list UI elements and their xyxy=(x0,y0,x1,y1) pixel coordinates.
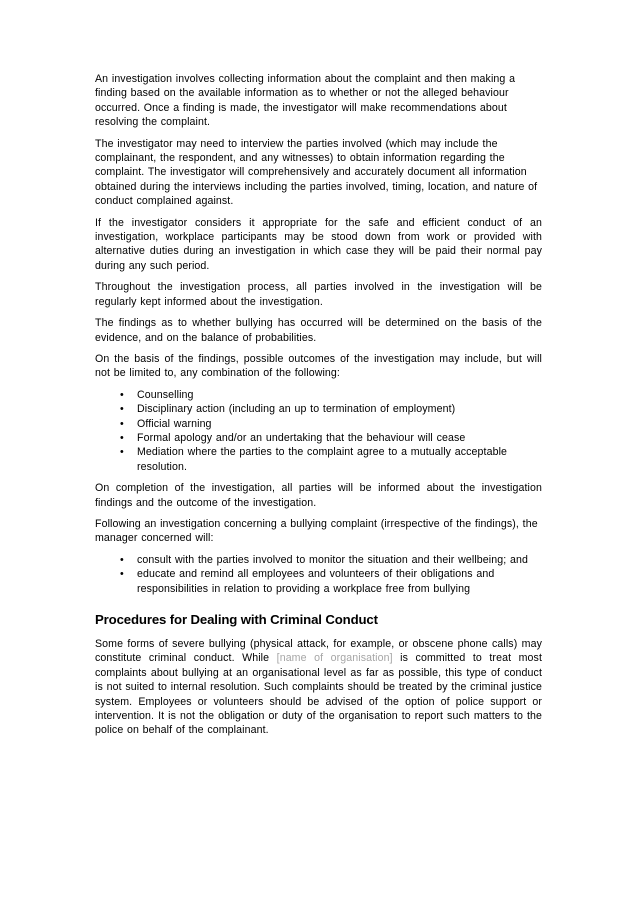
paragraph-possible-outcomes-intro: On the basis of the findings, possible outcomes of the investigation may include, but will not be limited to, any combination of the following: xyxy=(95,352,542,380)
list-item xyxy=(95,388,542,402)
bullet-icon: • xyxy=(120,553,124,566)
section-heading-criminal-conduct: Procedures for Dealing with Criminal Conduct xyxy=(95,612,378,627)
paragraph-interview-process: The investigator may need to interview the parties involved (which may include the complainant, the respondent, and any witnesses) to obtain information regarding the complaint. The investigator will comprehensively and accurately document all information obtained during the interviews including the parties involved, timing, location, and nature of conduct complained against. xyxy=(95,137,538,208)
list-item xyxy=(95,567,542,596)
paragraph-stand-down-provisions: If the investigator considers it appropriate for the safe and efficient conduct of an investigation, workplace participants may be stood down from work or provided with alternative duties during an investigation in which case they will be paid their normal pay during any such period. xyxy=(95,216,542,272)
bullet-icon: • xyxy=(120,403,124,416)
bullet-icon: • xyxy=(120,568,124,581)
list-item xyxy=(95,417,542,431)
manager-actions-bullet-list xyxy=(95,553,542,596)
list-item xyxy=(95,553,542,567)
outcomes-bullet-list xyxy=(95,388,542,474)
paragraph-completion-notification: On completion of the investigation, all parties will be informed about the investigation findings and the outcome of the investigation. xyxy=(95,482,542,509)
list-item-label: Counselling xyxy=(137,388,194,401)
document-body xyxy=(95,72,542,745)
list-item-label: consult with the parties involved to monitor the situation and their wellbeing; and xyxy=(137,553,528,566)
criminal-conduct-text-after: is committed to treat most complaints about bullying at an organisational level as far as possible, this type of conduct is not suited to internal resolution. Such complaints should be treated by the criminal justice system. Employees or volunteers should be advised of the option of police support or intervention. It is not the obligation or duty of the organisation to report such matters to the police on behalf of the complainant. xyxy=(95,652,542,737)
bullet-icon: • xyxy=(120,431,124,444)
list-item-label: educate and remind all employees and volunteers of their obligations and responsibilities in relation to providing a workplace free from bullying xyxy=(137,568,495,595)
list-item-label: Disciplinary action (including an up to termination of employment) xyxy=(137,403,456,416)
list-item-label: Formal apology and/or an undertaking that the behaviour will cease xyxy=(137,431,466,444)
paragraph-investigation-overview: An investigation involves collecting information about the complaint and then making a finding based on the available information as to whether or not the alleged behaviour occurred. Once a finding is made, the investigator will make recommendations about resolving the complaint. xyxy=(95,73,516,129)
list-item-label: Official warning xyxy=(137,417,212,430)
paragraph-criminal-conduct xyxy=(95,637,542,738)
list-item xyxy=(95,445,542,474)
paragraph-keeping-parties-informed: Throughout the investigation process, all parties involved in the investigation will be regularly kept informed about the investigation. xyxy=(95,281,542,308)
bullet-icon: • xyxy=(120,446,124,459)
bullet-icon: • xyxy=(120,417,124,430)
organisation-name-placeholder: [name of organisation] xyxy=(276,652,393,665)
list-item xyxy=(95,431,542,445)
list-item xyxy=(95,402,542,416)
criminal-conduct-text-before: Some forms of severe bullying (physical attack, for example, or obscene phone calls) may constitute criminal conduct. While xyxy=(95,638,542,665)
paragraph-findings-basis: The findings as to whether bullying has occurred will be determined on the basis of the evidence, and on the balance of probabilities. xyxy=(95,317,542,344)
bullet-icon: • xyxy=(120,388,124,401)
list-item-label: Mediation where the parties to the complaint agree to a mutually acceptable resolution. xyxy=(137,446,508,473)
paragraph-manager-followup-intro: Following an investigation concerning a bullying complaint (irrespective of the findings), the manager concerned will: xyxy=(95,517,538,545)
